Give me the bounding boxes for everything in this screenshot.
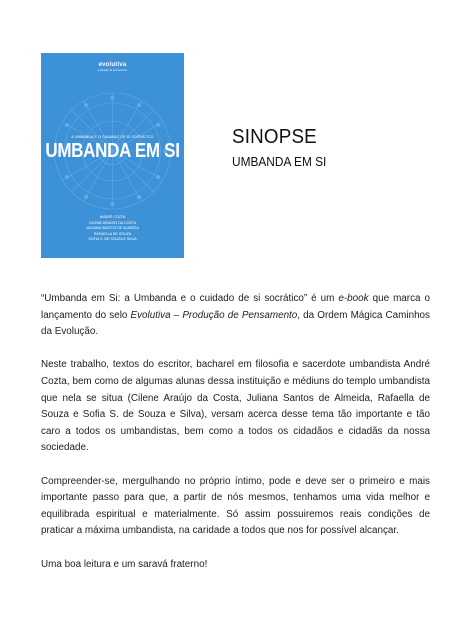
paragraph-intro (41, 291, 430, 341)
synopsis-body (41, 291, 430, 573)
page-subtitle: UMBANDA EM SI (232, 155, 327, 169)
cover-brand-tagline: produção de pensamento (97, 69, 128, 72)
cover-author: JULIANA SANTOS DE ALMEIDA (86, 226, 139, 231)
cover-title: UMBANDA EM SI (45, 139, 180, 162)
paragraph-closing: Uma boa leitura e um saravá fraterno! (41, 558, 208, 570)
paragraph-authors: Neste trabalho, textos do escritor, bacharel em filosofia e sacerdote umbandista André Cozta, bem como de algumas alunas dessa instituição e médiuns do templo umbandista que nela se situa (Cilene Araújo da Costa, Juliana Santos de Almeida, Rafaella de Souza e Sofia S. de Souza e Silva), versam acerca desse tema tão importante e tão caro a todos os umbandistas, bem como a todos os cidadãos e cidadãs da nossa sociedade. (41, 359, 430, 454)
cover-subtitle: A UMBANDA E O CUIDADO DE SI SOCRÁTICO (71, 135, 154, 139)
cover-author: RAFAELLA DE SOUZA (93, 231, 132, 236)
paragraph-purpose: Compreender-se, mergulhando no próprio íntimo, pode e deve ser o primeiro e mais importante passo para que, a partir de nós mesmos, tenhamos uma vida melhor e equilibrada espiritual e materialmente. Só assim possuiremos reais condições de praticar a máxima umbandista, na caridade a todos que nos for possível alcançar. (41, 475, 430, 537)
cover-author: ANDRÉ COZTA (99, 215, 126, 219)
text-run: , da Ordem Mágica Caminhos da Evolução. (41, 309, 430, 338)
page-title: SINOPSE (232, 126, 317, 148)
text-run-italic: Evolutiva – Produção de Pensamento (130, 309, 298, 321)
cover-author: CILENE ARAÚJO DA COSTA (88, 220, 137, 225)
text-run-italic: e-book (338, 293, 369, 304)
text-run: “Umbanda em Si: a Umbanda e o cuidado de si socrático” é um (41, 293, 339, 304)
cover-brand-logo: evolutiva (98, 62, 127, 68)
book-cover (41, 53, 184, 258)
cover-author: SOFIA S. DE SOUZA E SILVA (88, 237, 137, 242)
cover-authors (41, 215, 184, 243)
text-run: que marca o lançamento do selo (41, 293, 431, 321)
